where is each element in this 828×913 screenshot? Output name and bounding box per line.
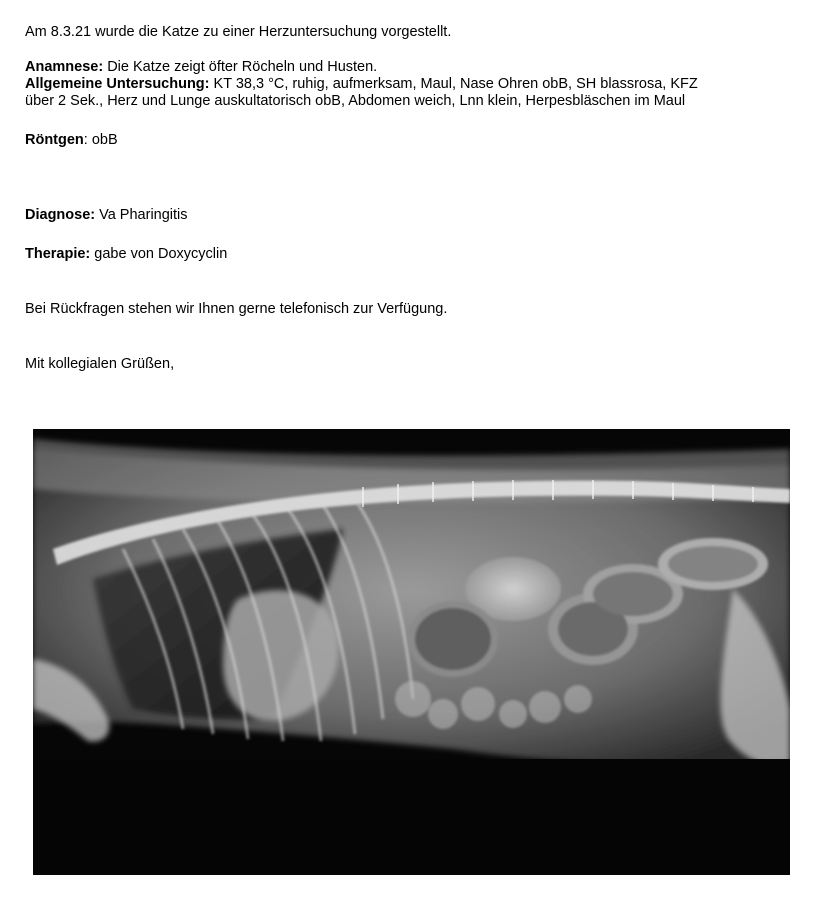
letter-body [25,24,810,373]
xray-image [33,429,790,875]
rueckfragen-text: Bei Rückfragen stehen wir Ihnen gerne telefonisch zur Verfügung. [25,301,448,317]
therapie-text: gabe von Doxycyclin [90,246,228,262]
intro-text: Am 8.3.21 wurde die Katze zu einer Herzuntersuchung vorgestellt. [25,24,452,40]
anamnese-line [25,59,810,76]
therapie-line [25,246,810,263]
roentgen-text: : obB [83,132,118,148]
anamnese-text: Die Katze zeigt öfter Röcheln und Husten. [103,59,378,75]
anamnese-label: Anamnese: [25,59,104,75]
xray-illustration [33,429,790,875]
diagnose-label: Diagnose: [25,207,96,223]
diagnose-text: Va Pharingitis [95,207,188,223]
untersuchung-line [25,76,810,93]
untersuchung-label: Allgemeine Untersuchung: [25,76,210,92]
gruss-text: Mit kollegialen Grüßen, [25,356,175,372]
untersuchung-line-2: über 2 Sek., Herz und Lunge auskultatorisch obB, Abdomen weich, Lnn klein, Herpesbläschen im Maul [25,93,686,109]
untersuchung-text-1: KT 38,3 °C, ruhig, aufmerksam, Maul, Nase Ohren obB, SH blassrosa, KFZ [209,76,698,92]
roentgen-line [25,132,810,149]
therapie-label: Therapie: [25,246,91,262]
roentgen-label: Röntgen [25,132,84,148]
diagnose-line [25,207,810,224]
